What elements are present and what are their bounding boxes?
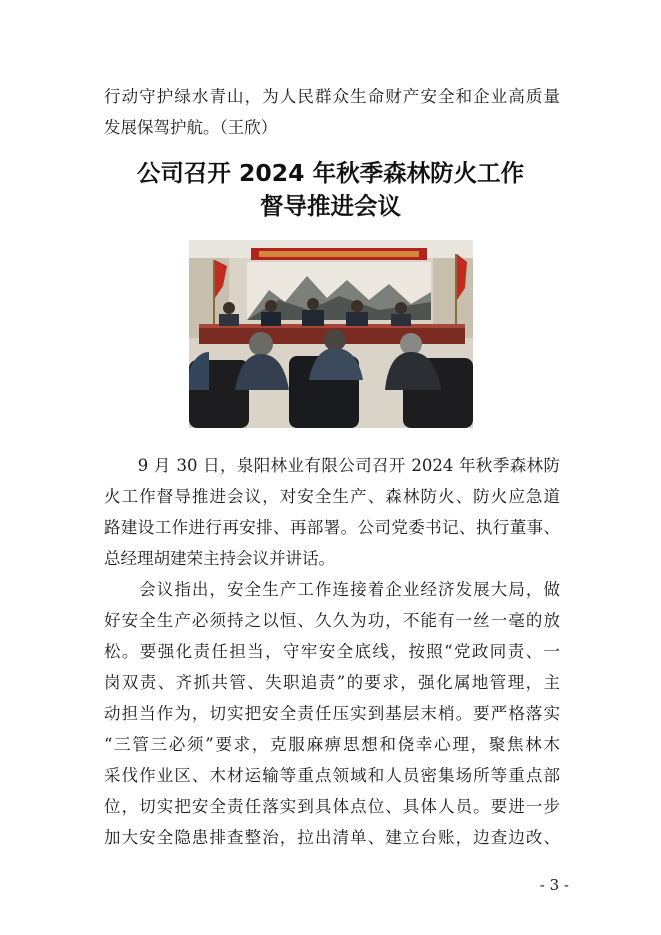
top-paragraph <box>104 81 560 143</box>
paragraph-2-line-3: 松。要强化责任担当，守牢安全底线，按照“党政同责、一 <box>104 642 560 661</box>
paragraph-2-line-2: 好安全生产必须持之以恒、久久为功，不能有一丝一毫的放 <box>104 611 560 630</box>
paragraph-1-line-3: 路建设工作进行再安排、再部署。公司党委书记、执行董事、 <box>104 518 560 537</box>
paragraph-2 <box>104 574 560 853</box>
paragraph-1-line-2: 火工作督导推进会议，对安全生产、森林防火、防火应急道 <box>104 487 560 506</box>
article-title-line-2: 督导推进会议 <box>260 192 401 220</box>
meeting-photo-icon <box>189 240 473 428</box>
meeting-photo <box>189 240 473 428</box>
paragraph-1 <box>104 450 560 574</box>
paragraph-1-line-4: 总经理胡建荣主持会议并讲话。 <box>104 549 335 568</box>
paragraph-2-line-5: 动担当作为，切实把安全责任压实到基层末梢。要严格落实 <box>104 704 560 723</box>
top-paragraph-line-1: 行动守护绿水青山，为人民群众生命财产安全和企业高质量 <box>104 87 560 106</box>
paragraph-1-line-1: 9 月 30 日，泉阳林业有限公司召开 2024 年秋季森林防 <box>104 456 560 475</box>
paragraph-2-line-6: “三管三必须”要求，克服麻痹思想和侥幸心理，聚焦林木 <box>104 735 560 754</box>
paragraph-2-line-7: 采伐作业区、木材运输等重点领域和人员密集场所等重点部 <box>104 766 560 785</box>
paragraph-2-line-4: 岗双责、齐抓共管、失职追责”的要求，强化属地管理，主 <box>104 673 560 692</box>
top-paragraph-line-2: 发展保驾护航。（王欣） <box>104 118 278 137</box>
paragraph-2-line-1: 会议指出，安全生产工作连接着企业经济发展大局，做 <box>104 580 560 599</box>
paragraph-2-line-8: 位，切实把安全责任落实到具体点位、具体人员。要进一步 <box>104 797 560 816</box>
article-title <box>60 157 601 223</box>
article-title-line-1: 公司召开 2024 年秋季森林防火工作 <box>136 159 525 187</box>
paragraph-2-line-9: 加大安全隐患排查整治，拉出清单、建立台账，边查边改、 <box>104 828 560 847</box>
page-number: - 3 - <box>539 876 569 894</box>
